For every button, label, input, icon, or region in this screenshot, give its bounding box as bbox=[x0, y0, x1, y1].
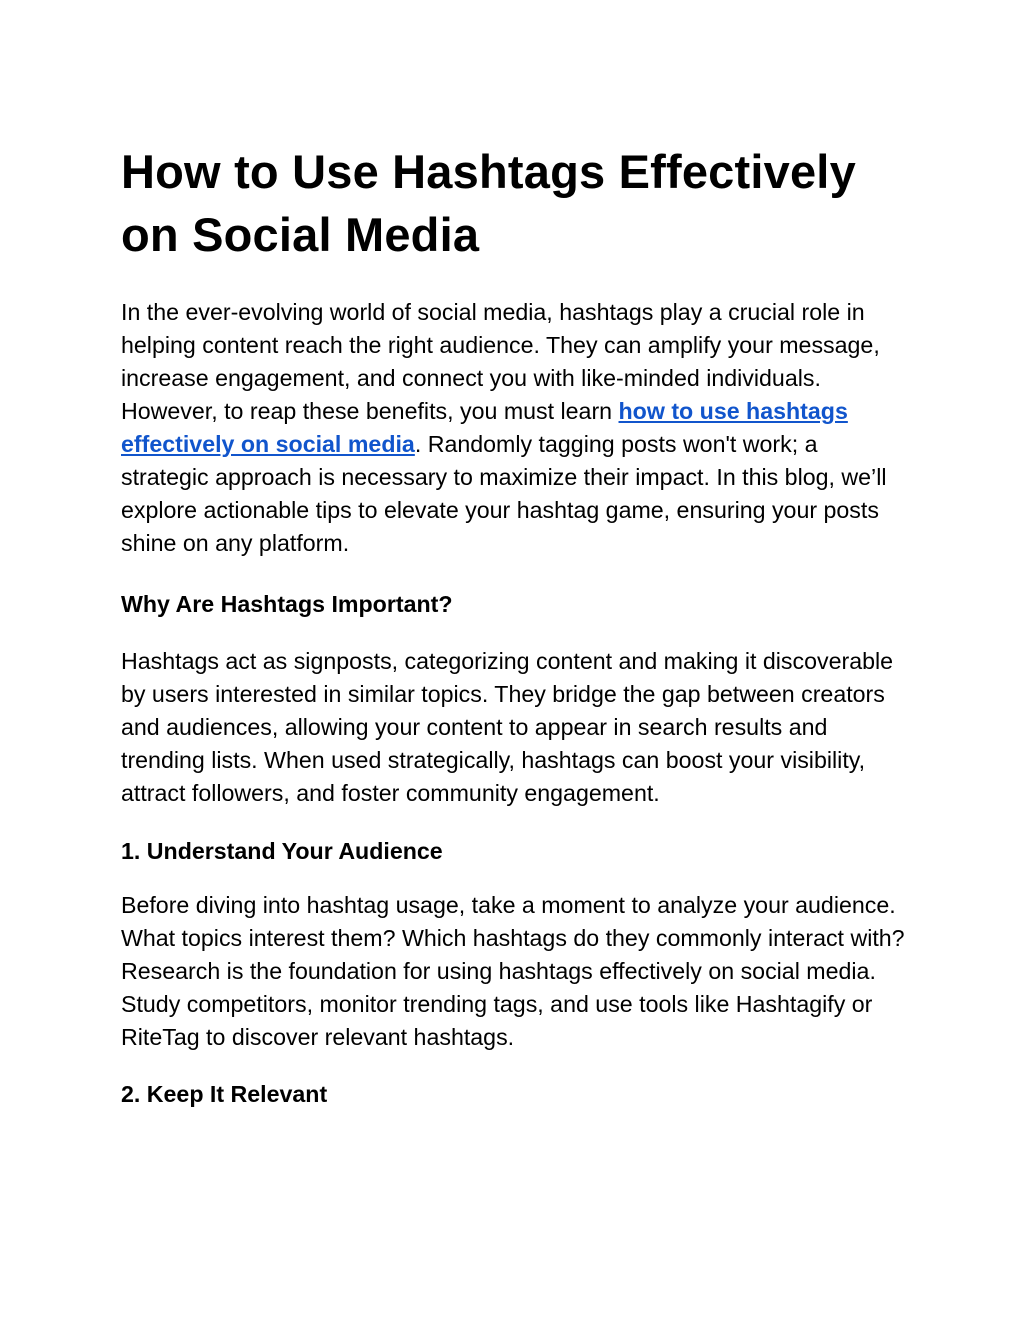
intro-text-before-link: In the ever-evolving world of social media, hashtags play a crucial role in helping content reach the right audience. They can amplify your message, increase engagement, and connect you with like-minded individuals. However, to reap these benefits, you must learn bbox=[121, 299, 880, 424]
section-heading-keep-relevant: 2. Keep It Relevant bbox=[121, 1081, 328, 1107]
section-heading-understand-audience: 1. Understand Your Audience bbox=[121, 838, 443, 864]
hashtags-article-link[interactable]: how to use hashtags effectively on social media bbox=[121, 398, 848, 457]
section-body-understand-audience: Before diving into hashtag usage, take a moment to analyze your audience. What topics interest them? Which hashtags do they commonly interact with? Research is the foundation for using hashtags effectively on social media. Study competitors, monitor trending tags, and use tools like Hashtagify or RiteTag to discover relevant hashtags. bbox=[121, 892, 905, 1050]
intro-paragraph bbox=[121, 296, 911, 560]
document-page bbox=[121, 140, 911, 1111]
intro-text-after-link: . Randomly tagging posts won't work; a strategic approach is necessary to maximize their impact. In this blog, we’ll explore actionable tips to elevate your hashtag game, ensuring your posts shine on any platform. bbox=[121, 431, 887, 556]
section-body-why-hashtags: Hashtags act as signposts, categorizing content and making it discoverable by users interested in similar topics. They bridge the gap between creators and audiences, allowing your content to appear in search results and trending lists. When used strategically, hashtags can boost your visibility, attract followers, and foster community engagement. bbox=[121, 648, 894, 806]
section-heading-why-hashtags: Why Are Hashtags Important? bbox=[121, 591, 453, 617]
page-title: How to Use Hashtags Effectively on Social Media bbox=[121, 145, 856, 261]
